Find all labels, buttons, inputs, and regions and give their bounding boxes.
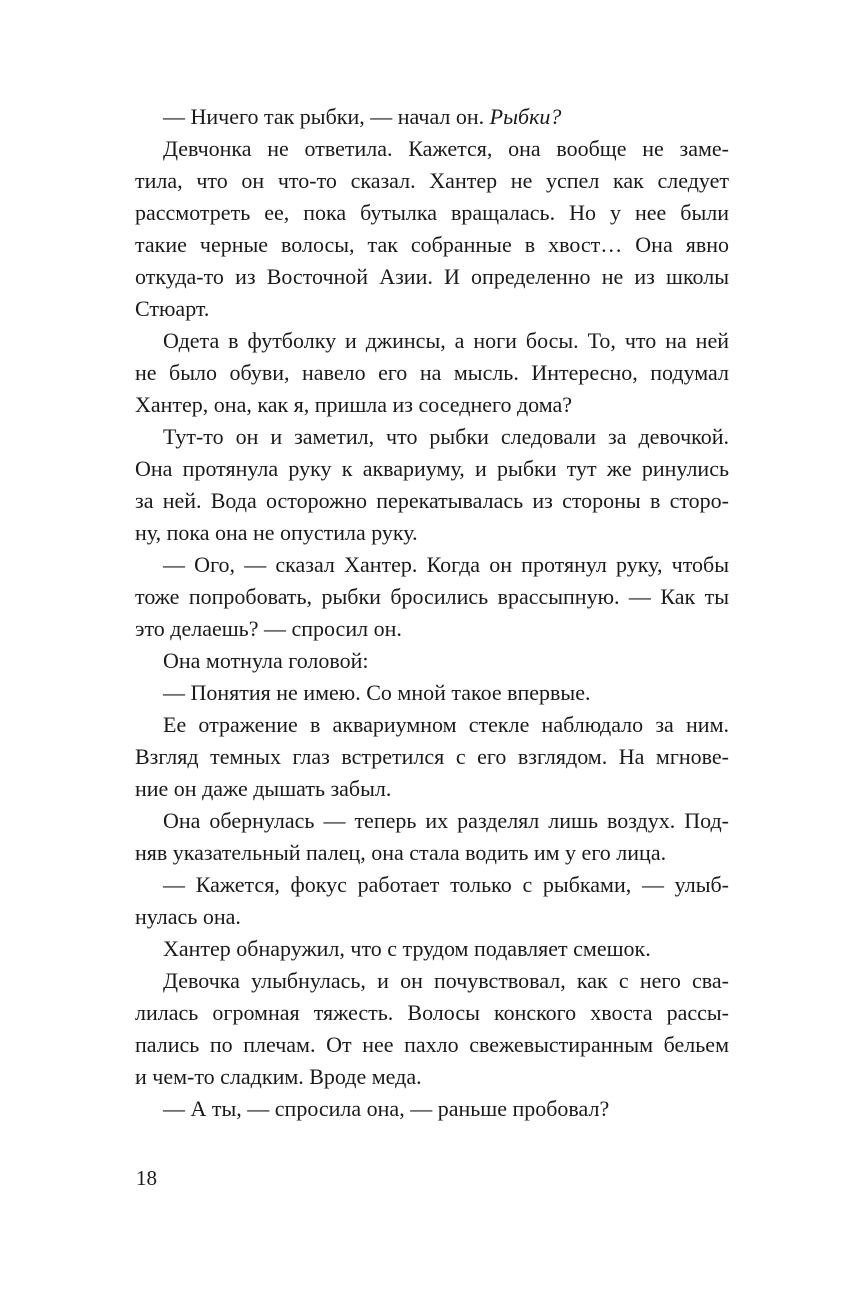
plain-text: откуда-то из Восточной Азии. И определенно не из школы [135, 264, 729, 289]
plain-text: ну, пока она не опустила руку. [135, 520, 418, 545]
text-line [135, 165, 729, 197]
plain-text: Девчонка не ответила. Кажется, она вообще не заме- [163, 136, 729, 161]
plain-text: пались по плечам. От нее пахло свежевыстиранным бельем [135, 1032, 729, 1057]
paragraph [135, 133, 729, 325]
plain-text: Взгляд темных глаз встретился с его взглядом. На мгнове- [135, 744, 729, 769]
plain-text: за ней. Вода осторожно перекатывалась из стороны в сторо- [135, 488, 729, 513]
text-line [135, 869, 729, 901]
plain-text: — Ого, — сказал Хантер. Когда он протянул руку, чтобы [163, 552, 729, 577]
text-line [135, 581, 729, 613]
paragraph [135, 805, 729, 869]
text-line [135, 517, 729, 549]
text-line [135, 549, 729, 581]
plain-text: — Понятия не имею. Со мной такое впервые. [163, 680, 591, 705]
text-line [135, 229, 729, 261]
text-line [135, 997, 729, 1029]
text-line [135, 965, 729, 997]
text-line [135, 741, 729, 773]
text-line [135, 837, 729, 869]
text-line [135, 101, 729, 133]
text-line [135, 1061, 729, 1093]
page-number: 18 [136, 1166, 157, 1190]
text-line [135, 1029, 729, 1061]
text-line [135, 261, 729, 293]
text-line [135, 389, 729, 421]
text-line [135, 485, 729, 517]
text-line [135, 805, 729, 837]
plain-text: Она протянула руку к аквариуму, и рыбки тут же ринулись [135, 456, 729, 481]
text-line [135, 933, 729, 965]
plain-text: Девочка улыбнулась, и он почувствовал, как с него сва- [163, 968, 729, 993]
text-line [135, 453, 729, 485]
plain-text: ние он даже дышать забыл. [135, 776, 392, 801]
text-line [135, 133, 729, 165]
paragraph [135, 1093, 729, 1125]
plain-text: Одета в футболку и джинсы, а ноги босы. То, что на ней [163, 328, 729, 353]
paragraph [135, 677, 729, 709]
text-line [135, 773, 729, 805]
text-line [135, 293, 729, 325]
paragraph [135, 933, 729, 965]
plain-text: Ее отражение в аквариумном стекле наблюдало за ним. [163, 712, 729, 737]
text-line [135, 901, 729, 933]
plain-text: Тут-то он и заметил, что рыбки следовали за девочкой. [163, 424, 729, 449]
plain-text: Стюарт. [135, 296, 210, 321]
text-block [135, 101, 729, 1125]
plain-text: Она обернулась — теперь их разделял лишь воздух. Под- [163, 808, 729, 833]
plain-text: Хантер обнаружил, что с трудом подавляет смешок. [163, 936, 651, 961]
paragraph [135, 965, 729, 1093]
text-line [135, 197, 729, 229]
text-line [135, 357, 729, 389]
plain-text: нулась она. [135, 904, 241, 929]
plain-text: тоже попробовать, рыбки бросились врассыпную. — Как ты [135, 584, 729, 609]
plain-text: Она мотнула головой: [163, 648, 369, 673]
plain-text: лилась огромная тяжесть. Волосы конского хвоста рассы- [135, 1000, 729, 1025]
text-line [135, 645, 729, 677]
paragraph [135, 645, 729, 677]
text-line [135, 677, 729, 709]
text-line [135, 1093, 729, 1125]
italic-text: Рыбки? [489, 104, 562, 129]
plain-text: такие черные волосы, так собранные в хвост… Она явно [135, 232, 729, 257]
plain-text: Хантер, она, как я, пришла из соседнего дома? [135, 392, 573, 417]
plain-text: — Кажется, фокус работает только с рыбками, — улыб- [163, 872, 729, 897]
plain-text: рассмотреть ее, пока бутылка вращалась. Но у нее были [135, 200, 729, 225]
plain-text: не было обуви, навело его на мысль. Интересно, подумал [135, 360, 729, 385]
plain-text: — А ты, — спросила она, — раньше пробовал? [163, 1096, 610, 1121]
plain-text: няв указательный палец, она стала водить им у его лица. [135, 840, 667, 865]
plain-text: и чем-то сладким. Вроде меда. [135, 1064, 422, 1089]
plain-text: тила, что он что-то сказал. Хантер не успел как следует [135, 168, 729, 193]
text-line [135, 709, 729, 741]
paragraph [135, 709, 729, 805]
text-line [135, 325, 729, 357]
paragraph [135, 101, 729, 133]
paragraph [135, 869, 729, 933]
text-line [135, 421, 729, 453]
plain-text: — Ничего так рыбки, — начал он. [163, 104, 490, 129]
paragraph [135, 325, 729, 421]
paragraph [135, 421, 729, 549]
plain-text: это делаешь? — спросил он. [135, 616, 402, 641]
paragraph [135, 549, 729, 645]
text-line [135, 613, 729, 645]
